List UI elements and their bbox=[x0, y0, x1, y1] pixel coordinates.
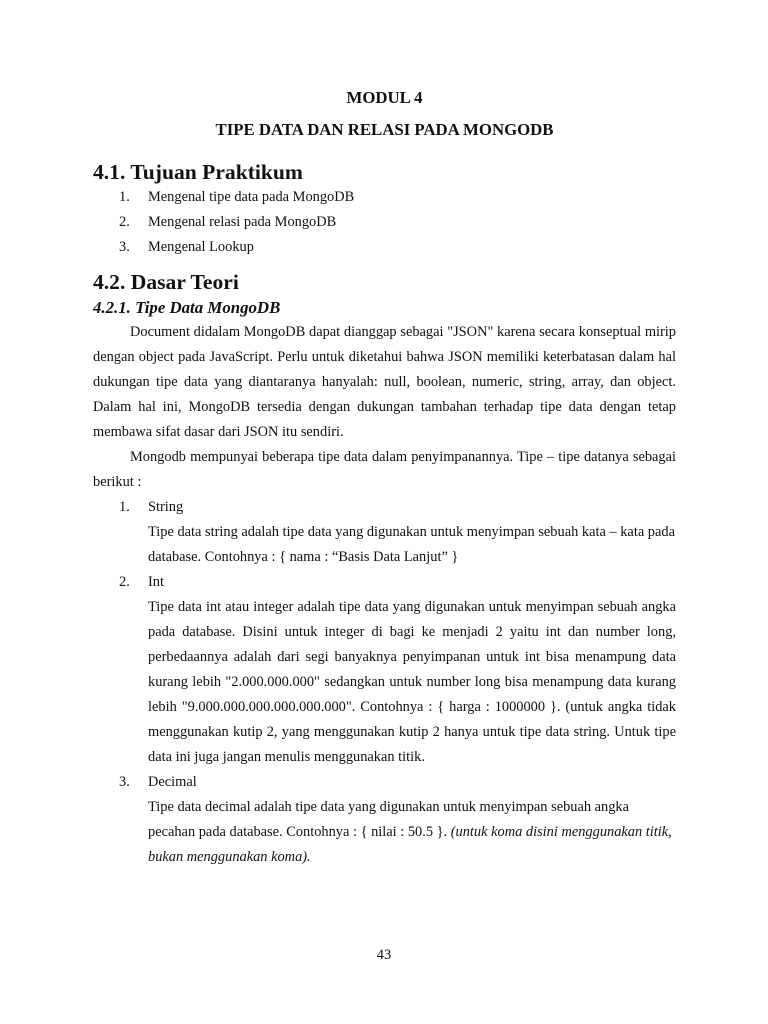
list-item bbox=[93, 185, 676, 210]
section-heading-tujuan: 4.1. Tujuan Praktikum bbox=[93, 160, 303, 184]
data-type-description: Tipe data int atau integer adalah tipe data yang digunakan untuk menyimpan sebuah angka pada database. Disini untuk integer di bagi ke menjadi 2 yaitu int dan number long, perbedaannya adalah dari segi banyaknya penyimpanan untuk int bisa menampung data kurang lebih "2.000.000.000" sedangkan untuk number long bisa menampung data kurang lebih "9.000.000.000.000.000.000". Contohnya : { harga : 1000000 }. (untuk angka tidak menggunakan kutip 2, yang menggunakan kutip 2 hanya untuk tipe data string. Untuk tipe data ini juga jangan menulis menggunakan titik. bbox=[148, 599, 676, 765]
list-item-text: Mengenal tipe data pada MongoDB bbox=[148, 189, 355, 205]
list-item-number: 2. bbox=[119, 574, 130, 590]
page-number: 43 bbox=[376, 947, 392, 963]
data-type-note: (untuk koma disini menggunakan titik, bukan menggunakan koma). bbox=[148, 824, 672, 865]
data-type-description: Tipe data string adalah tipe data yang digunakan untuk menyimpan sebuah kata – kata pada database. Contohnya : { nama : “Basis Data Lanjut” } bbox=[148, 524, 675, 565]
list-item-text: Mengenal relasi pada MongoDB bbox=[148, 214, 337, 230]
data-types-list bbox=[93, 495, 676, 870]
list-item-number: 3. bbox=[119, 239, 130, 255]
page-content bbox=[93, 83, 676, 870]
data-type-name: Decimal bbox=[148, 774, 197, 790]
list-item-number: 1. bbox=[119, 189, 130, 205]
data-type-name: String bbox=[148, 499, 184, 515]
list-item bbox=[93, 770, 676, 870]
data-type-description: Tipe data decimal adalah tipe data yang digunakan untuk menyimpan sebuah angka pecahan pada database. Contohnya : { nilai : 50.5 }. bbox=[148, 799, 630, 840]
list-item bbox=[93, 495, 676, 570]
list-item-number: 3. bbox=[119, 774, 130, 790]
subsection-heading: 4.2.1. Tipe Data MongoDB bbox=[93, 298, 281, 317]
goals-list bbox=[93, 185, 676, 260]
paragraph-intro: Document didalam MongoDB dapat dianggap sebagai "JSON" karena secara konseptual mirip dengan object pada JavaScript. Perlu untuk diketahui bahwa JSON memiliki keterbatasan dalam hal dukungan tipe data yang diantaranya hanyalah: null, boolean, numeric, string, array, dan object. Dalam hal ini, MongoDB tersedia dengan dukungan tambahan terhadap tipe data dengan tetap membawa sifat dasar dari JSON itu sendiri. bbox=[93, 324, 676, 440]
data-type-name: Int bbox=[148, 574, 164, 590]
list-item-text: Mengenal Lookup bbox=[148, 239, 254, 255]
data-type-description-container bbox=[148, 795, 676, 870]
list-item-number: 2. bbox=[119, 214, 130, 230]
list-item-number: 1. bbox=[119, 499, 130, 515]
list-item bbox=[93, 570, 676, 770]
module-title: TIPE DATA DAN RELASI PADA MONGODB bbox=[215, 120, 554, 139]
paragraph-types-intro: Mongodb mempunyai beberapa tipe data dalam penyimpanannya. Tipe – tipe datanya sebagai berikut : bbox=[93, 449, 676, 490]
list-item bbox=[93, 235, 676, 260]
module-label: MODUL 4 bbox=[346, 88, 423, 107]
section-heading-dasar-teori: 4.2. Dasar Teori bbox=[93, 270, 239, 294]
list-item bbox=[93, 210, 676, 235]
